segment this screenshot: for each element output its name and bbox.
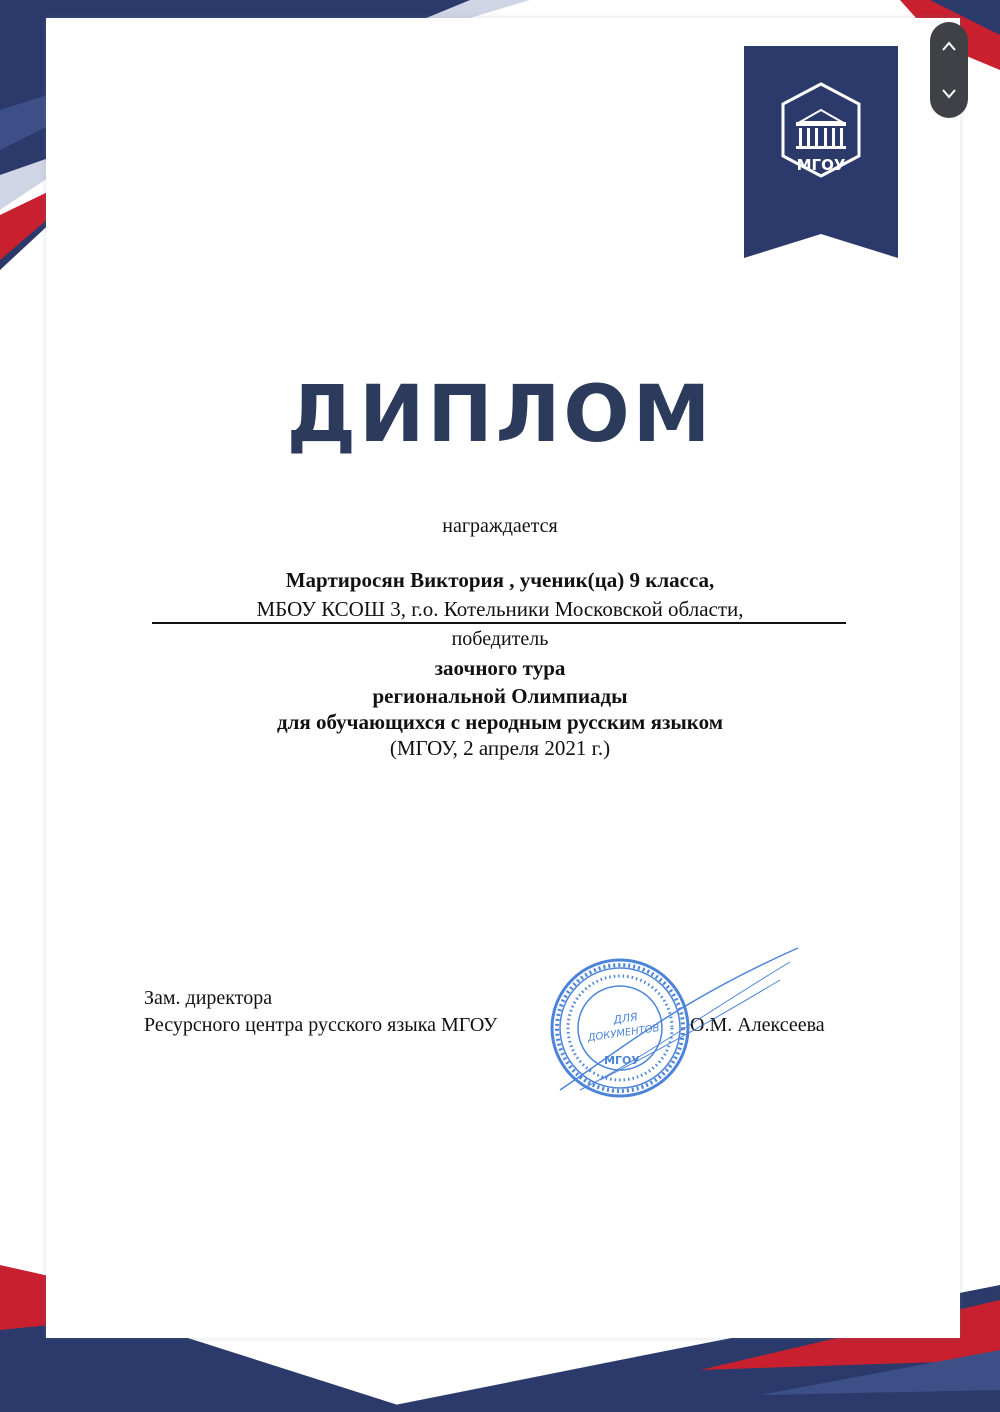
- logo-badge: [744, 46, 898, 258]
- chevron-down-icon[interactable]: [934, 79, 964, 109]
- official-stamp: [540, 940, 810, 1100]
- page-nav-control: [930, 22, 968, 118]
- recipient-line: Мартиросян Виктория , ученик(ца) 9 класса,: [285, 568, 715, 592]
- winner-text: победитель: [451, 628, 549, 650]
- diploma-title: ДИПЛОМ: [286, 370, 714, 460]
- olympiad-text: региональной Олимпиады: [372, 684, 628, 708]
- chevron-up-icon[interactable]: [934, 31, 964, 61]
- svg-text:МГОУ: МГОУ: [604, 1054, 640, 1067]
- svg-text:ДОКУМЕНТОВ: ДОКУМЕНТОВ: [587, 1023, 661, 1044]
- school-line: МБОУ КСОШ 3, г.о. Котельники Московской области,: [256, 597, 744, 621]
- svg-text:ДЛЯ: ДЛЯ: [612, 1010, 639, 1027]
- signatory-role-line1: Зам. директора: [144, 987, 273, 1009]
- date-line: (МГОУ, 2 апреля 2021 г.): [389, 736, 611, 760]
- signatory-name: О.М. Алексеева: [690, 1014, 825, 1036]
- logo-text: МГОУ: [796, 156, 846, 174]
- signatory-role-line2: Ресурсного центра русского языка МГОУ: [144, 1014, 498, 1036]
- round-text: заочного тура: [434, 656, 566, 680]
- underline-divider: [152, 622, 846, 624]
- awarded-text: награждается: [442, 515, 558, 537]
- audience-text: для обучающихся с неродным русским языком: [276, 710, 724, 734]
